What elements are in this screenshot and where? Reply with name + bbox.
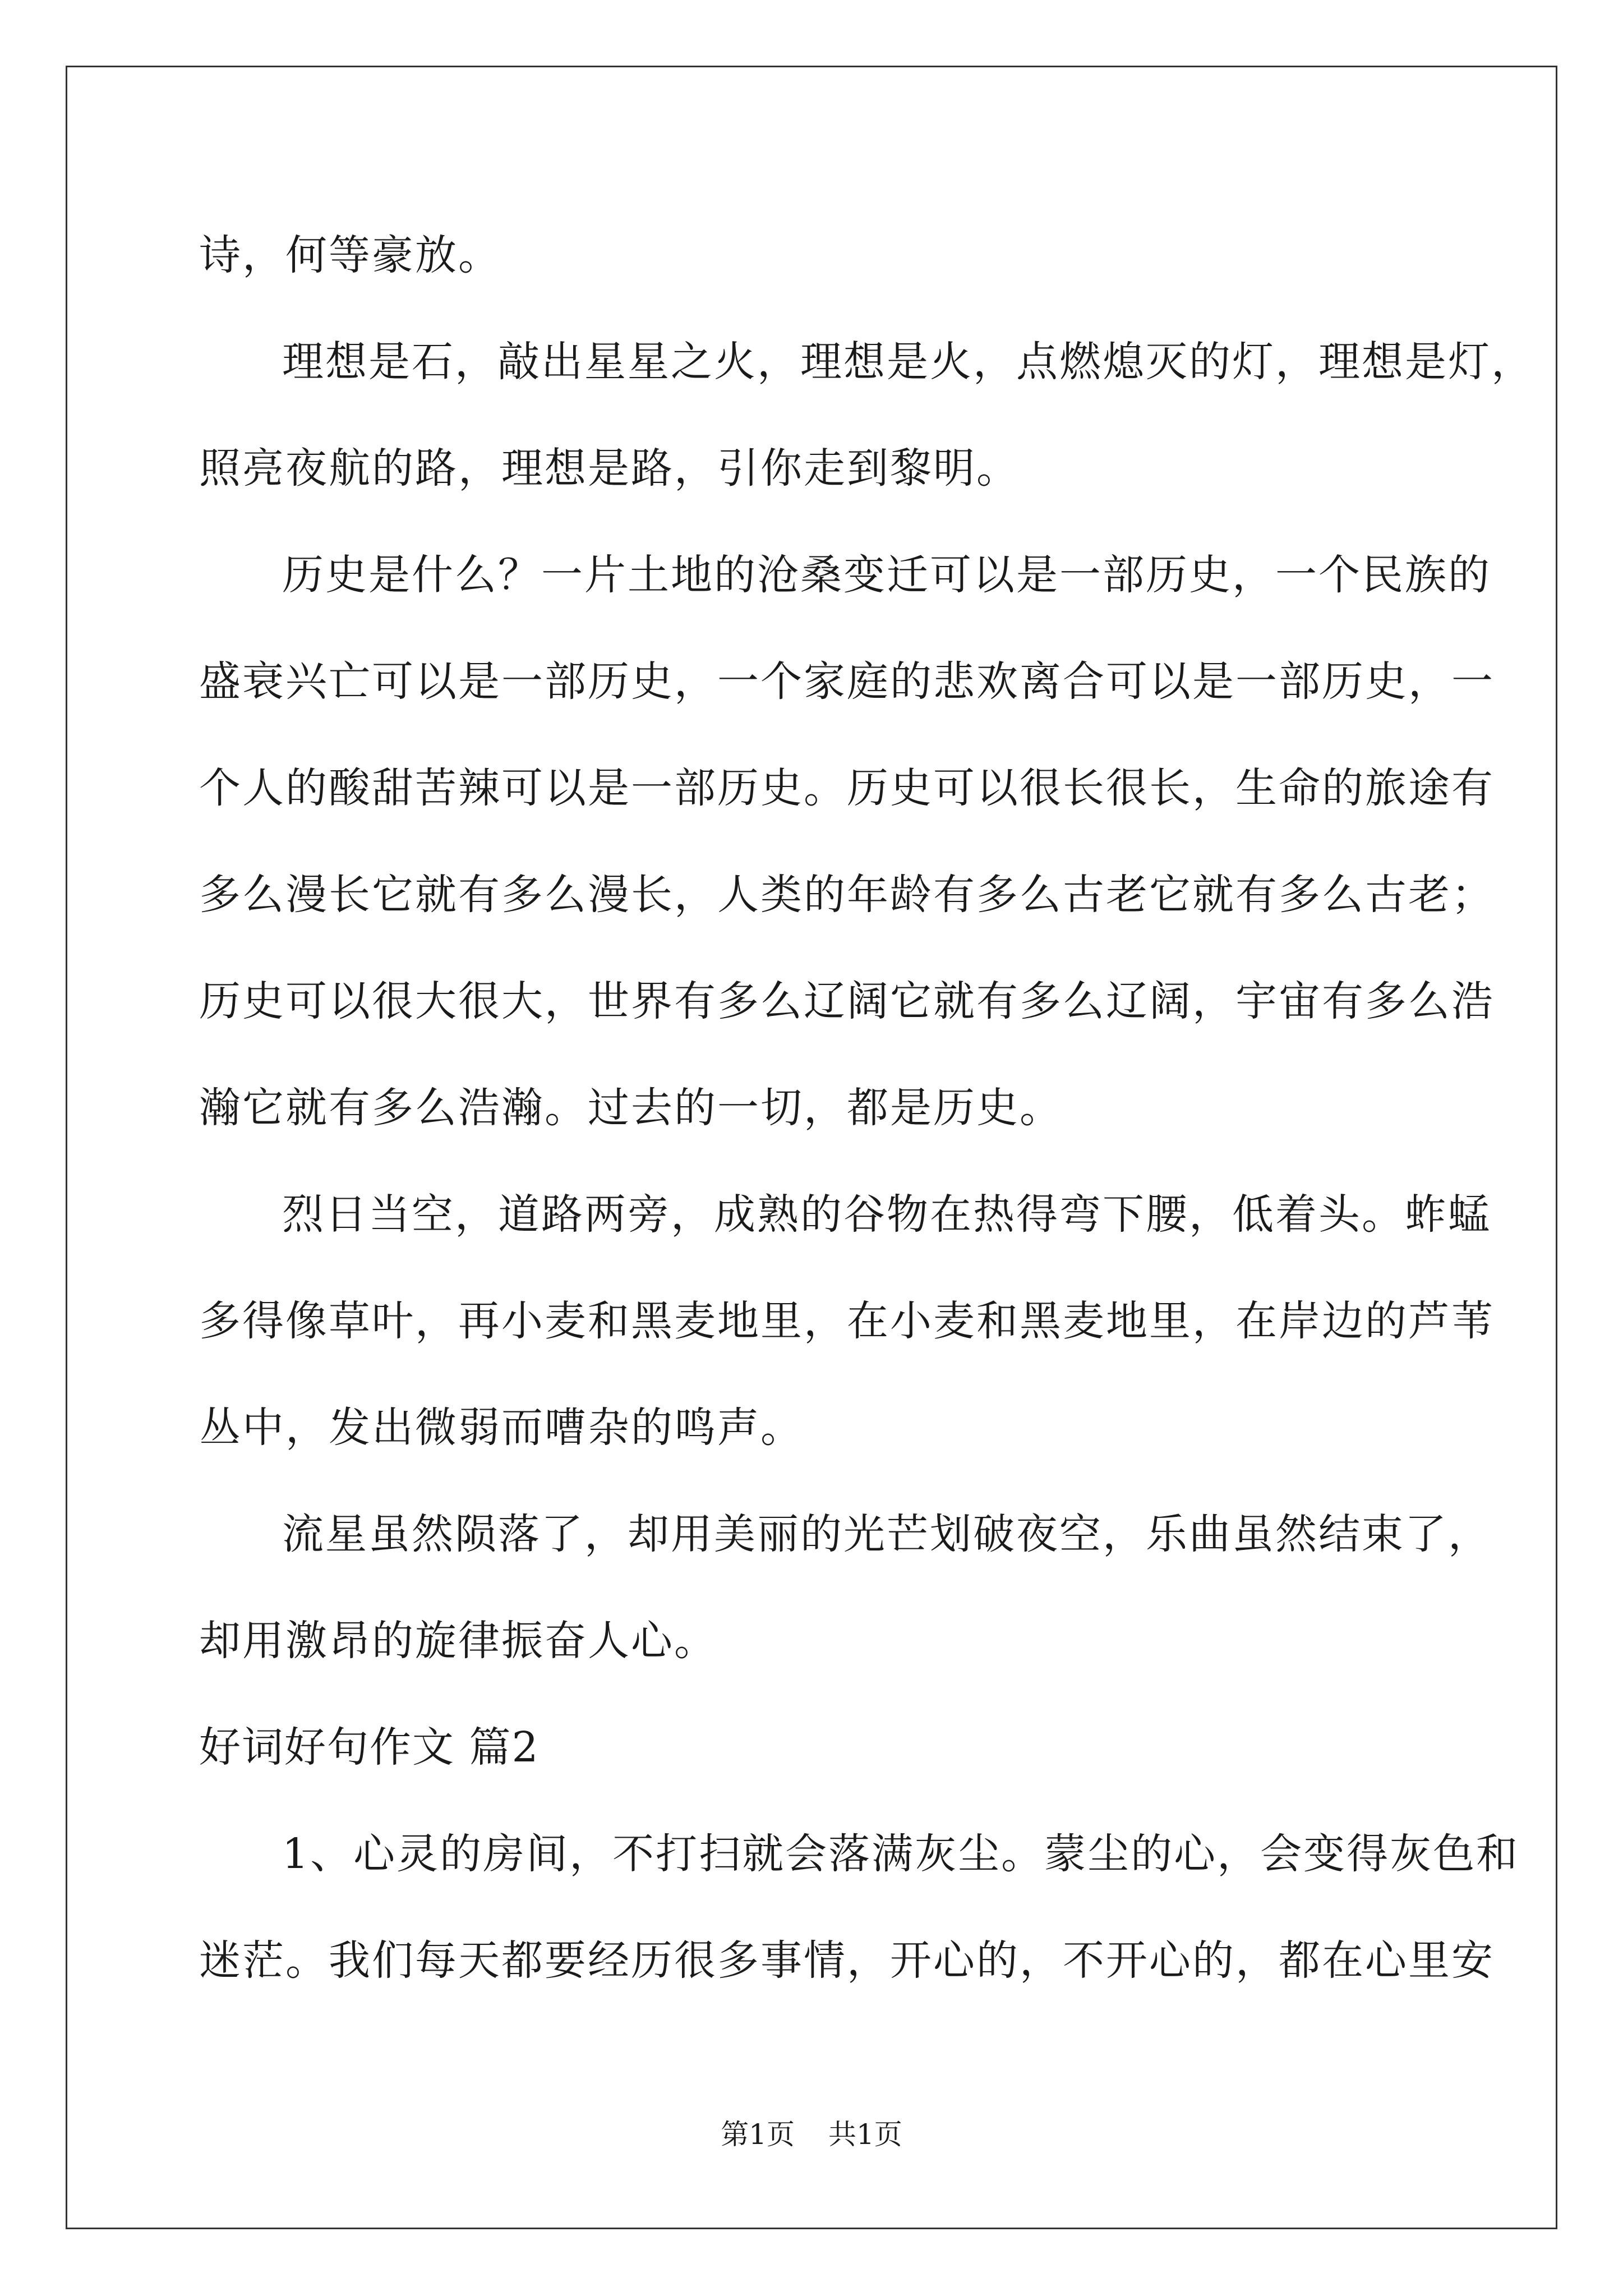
text-line: 却用激昂的旋律振奋人心。 [199, 1617, 717, 1665]
page-total: 共1页 [828, 2118, 902, 2151]
text-line: 多得像草叶，再小麦和黑麦地里，在小麦和黑麦地里，在岸边的芦苇 [199, 1297, 1495, 1345]
text-line: 迷茫。我们每天都要经历很多事情，开心的，不开心的，都在心里安 [199, 1936, 1495, 1985]
section-heading: 好词好句作文 篇2 [199, 1723, 540, 1772]
paragraph-start-line: 历史是什么？一片土地的沧桑变迁可以是一部历史，一个民族的 [282, 551, 1491, 599]
paragraph-start-line: 流星虽然陨落了，却用美丽的光芒划破夜空，乐曲虽然结束了， [282, 1510, 1491, 1558]
paragraph-start-line: 1、心灵的房间，不打扫就会落满灰尘。蒙尘的心，会变得灰色和 [282, 1830, 1520, 1878]
paragraph-start-line: 理想是石，敲出星星之火，理想是火，点燃熄灭的灯，理想是灯， [282, 338, 1534, 386]
text-line: 诗，何等豪放。 [199, 231, 501, 279]
text-line: 历史可以很大很大，世界有多么辽阔它就有多么辽阔，宇宙有多么浩 [199, 977, 1495, 1025]
paragraph-start-line: 烈日当空，道路两旁，成熟的谷物在热得弯下腰，低着头。蚱蜢 [282, 1190, 1491, 1239]
text-line: 盛衰兴亡可以是一部历史，一个家庭的悲欢离合可以是一部历史，一 [199, 657, 1495, 706]
page-number: 第1页 [721, 2118, 795, 2151]
text-line: 丛中，发出微弱而嘈杂的鸣声。 [199, 1404, 804, 1452]
text-line: 多么漫长它就有多么漫长，人类的年龄有多么古老它就有多么古老； [199, 871, 1495, 919]
text-line: 个人的酸甜苦辣可以是一部历史。历史可以很长很长，生命的旅途有 [199, 764, 1495, 812]
document-body [199, 202, 1534, 2014]
text-line: 照亮夜航的路，理想是路，引你走到黎明。 [199, 444, 1020, 493]
text-line: 瀚它就有多么浩瀚。过去的一切，都是历史。 [199, 1084, 1063, 1132]
page-footer [0, 2118, 1623, 2151]
